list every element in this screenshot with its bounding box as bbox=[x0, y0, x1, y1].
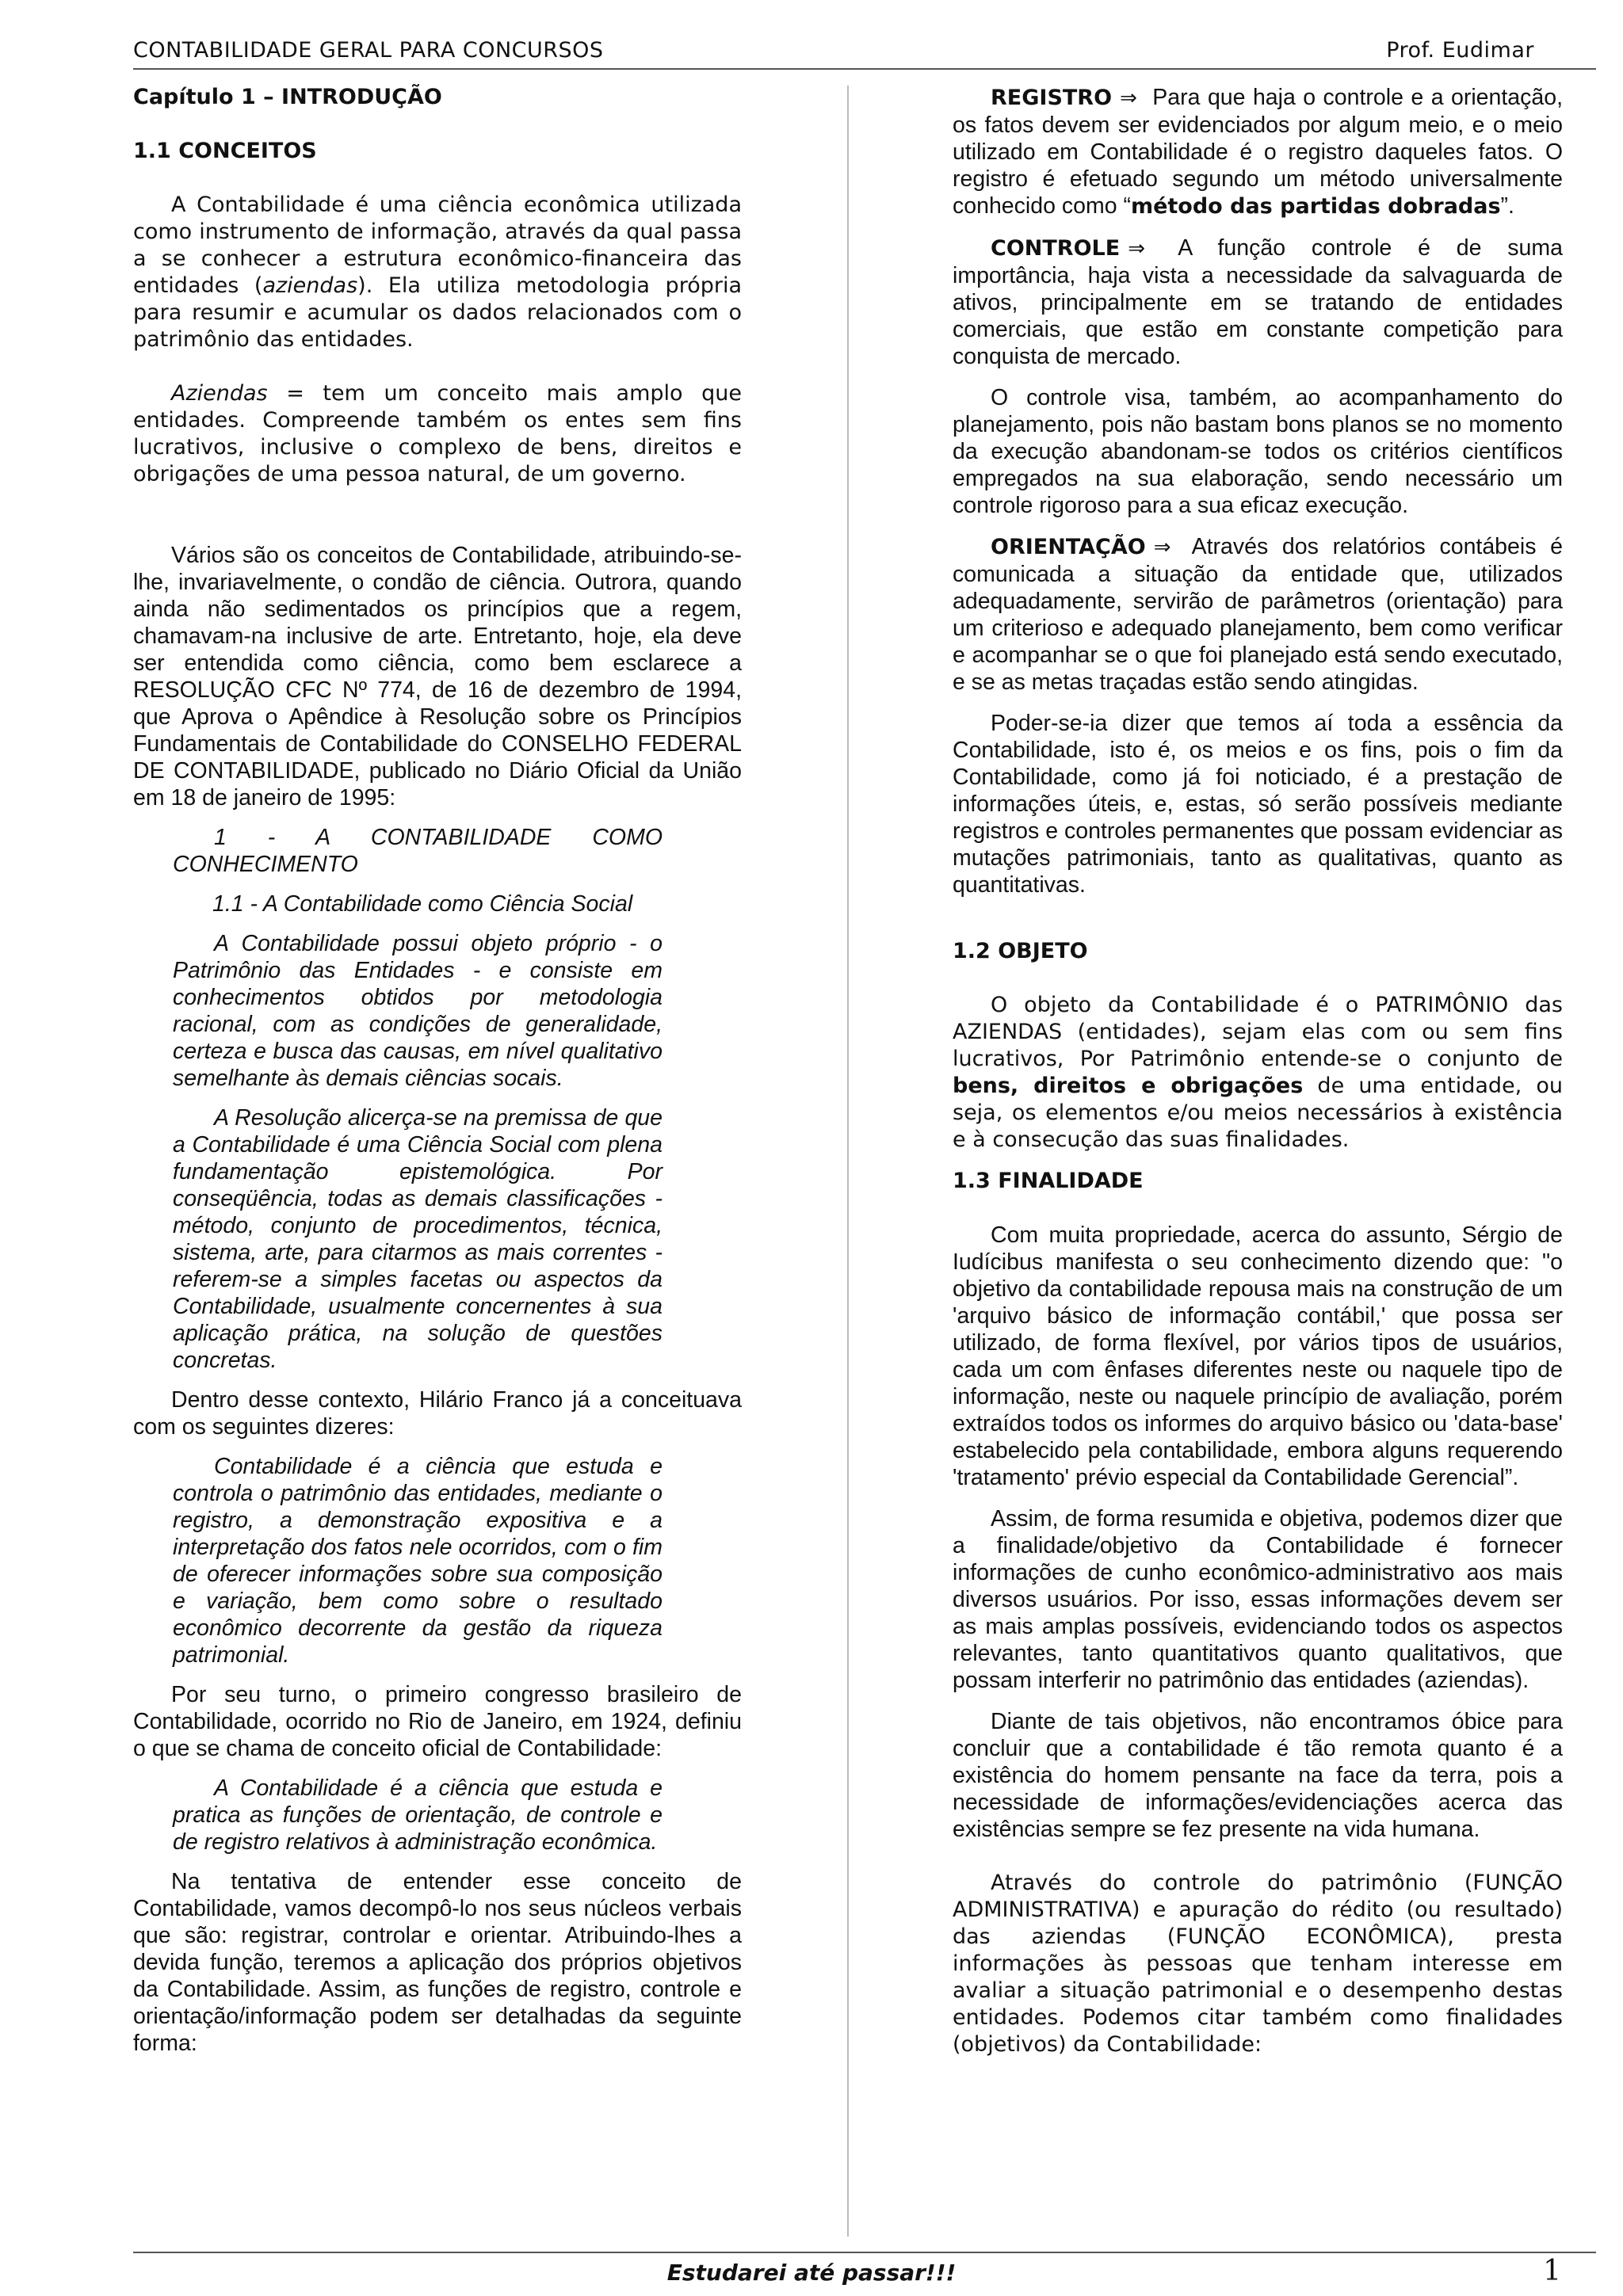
right-column bbox=[953, 84, 1563, 2058]
text-run: ). Ela utiliza metodologia própria para resumir e acumular os dados relacionados com o patrimônio das entidades. bbox=[133, 273, 743, 352]
emphasis-text: aziendas bbox=[262, 273, 358, 298]
quote-subtitle: 1.1 - A Contabilidade como Ciência Social bbox=[212, 891, 633, 917]
page-number: 1 bbox=[1543, 2255, 1561, 2287]
paragraph-objetivos: Diante de tais objetivos, não encontramos óbice para concluir que a contabilidade é tão remota quanto é a existência do homem pensante na face da terra, pois a necessidade de informações/evidenciações acerca das existências sempre se fez presente na vida humana. bbox=[953, 1709, 1563, 1842]
bold-text: método das partidas dobradas bbox=[1130, 194, 1501, 219]
text-run: O objeto da Contabilidade é o PATRIMÔNIO das AZIENDAS (entidades), sejam elas com ou sem fins lucrativos, Por Patrimônio entende-se o conjunto de bbox=[953, 993, 1563, 1071]
text-run: A Contabilidade é uma ciência econômica utilizada como instrumento de informação, através da qual passa a se conhecer a estrutura econômico-financeira das entidades ( bbox=[133, 193, 742, 298]
quote-official-concept: A Contabilidade é a ciência que estuda e pratica as funções de orientação, de controle e de registro relativos à administração econômica. bbox=[173, 1775, 663, 1855]
paragraph-definition bbox=[133, 192, 742, 353]
text-run: ”. bbox=[1500, 193, 1514, 219]
quote-paragraph: A Resolução alicerça-se na premissa de que a Contabilidade é uma Ciência Social com plena fundamentação epistemológica. Por conseqüência, todas as demais classificações - método, conjunto de procedimentos, técnica, sistema, arte, para citarmos as mais correntes - referem-se a simples facetas ou aspectos da Contabilidade, usualmente concernentes à sua aplicação prática, na solução de questões concretas. bbox=[173, 1105, 663, 1373]
column-divider bbox=[847, 86, 849, 2237]
footer-rule bbox=[133, 2252, 1596, 2253]
paragraph-objeto bbox=[953, 992, 1563, 1154]
paragraph-registro bbox=[953, 84, 1563, 220]
term-orientacao: ORIENTAÇÃO bbox=[991, 535, 1146, 559]
paragraph-funcoes: Através do controle do patrimônio (FUNÇÃO ADMINISTRATIVA) e apuração do rédito (ou resultado) das aziendas (FUNÇÃO ECONÔMICA), presta informações às pessoas que tenham interesse em avaliar a situação patrimonial e o desempenho destas entidades. Podemos citar também como finalidades (objetivos) da Contabilidade: bbox=[953, 1871, 1563, 2057]
header-rule bbox=[133, 68, 1596, 70]
paragraph-controle-2: O controle visa, também, ao acompanhamento do planejamento, pois não bastam bons planos se no momento da execução abandonam-se todos os critérios científicos empregados na sua elaboração, sendo necessário um controle rigoroso para a sua eficaz execução. bbox=[953, 385, 1563, 518]
left-column bbox=[133, 84, 742, 2057]
paragraph-essencia: Poder-se-ia dizer que temos aí toda a essência da Contabilidade, isto é, os meios e os fins, pois o fim da Contabilidade, como já foi noticiado, é a prestação de informações úteis, e, estas, só serão possíveis mediante registros e controles permanentes que possam evidenciar as mutações patrimoniais, tanto as qualitativas, quanto as quantitativas. bbox=[953, 711, 1563, 898]
paragraph-verbal-cores: Na tentativa de entender esse conceito de Contabilidade, vamos decompô-lo nos seus núcleos verbais que são: registrar, controlar e orientar. Atribuindo-lhes a devida função, teremos a aplicação dos próprios objetivos da Contabilidade. Assim, as funções de registro, controle e orientação/informação podem ser detalhadas da seguinte forma: bbox=[133, 1869, 742, 2056]
text-run: Através dos relatórios contábeis é comunicada a situação da entidade que, utilizados adequadamente, servirão de parâmetros (orientação) para um criterioso e adequado planejamento, bem como verificar e acompanhar se o que foi planejado está sendo executado, e se as metas traçadas estão sendo atingidas. bbox=[953, 534, 1563, 695]
arrow-icon: ⇒ bbox=[1153, 536, 1171, 559]
text-run: A função controle é de suma importância, haja vista a necessidade da salvaguarda de ativos, principalmente em se tratando de entidades comerciais, que estão em constante competição para conquista de mercado. bbox=[953, 235, 1563, 369]
arrow-icon: ⇒ bbox=[1120, 86, 1137, 110]
chapter-title: Capítulo 1 – INTRODUÇÃO bbox=[133, 85, 442, 109]
section-heading-1-1: 1.1 CONCEITOS bbox=[133, 139, 317, 163]
paragraph-iudicibus: Com muita propriedade, acerca do assunto, Sérgio de Iudícibus manifesta o seu conhecimento dizendo que: "o objetivo da contabilidade repousa mais na construção de um 'arquivo básico de informação contábil,' que possa ser utilizado, de forma flexível, por vários tipos de usuários, cada um com ênfases diferentes neste ou naquele tipo de informação, neste ou naquele princípio de avaliação, porém extraídos todos os informes do arquivo básico ou 'data-base' estabelecido pela contabilidade, embora alguns requerendo 'tratamento' prévio especial da Contabilidade Gerencial”. bbox=[953, 1222, 1563, 1490]
term-registro: REGISTRO bbox=[991, 86, 1113, 110]
paragraph-controle bbox=[953, 235, 1563, 370]
header-title: CONTABILIDADE GERAL PARA CONCURSOS bbox=[133, 38, 604, 63]
section-heading-1-2: 1.2 OBJETO bbox=[953, 939, 1088, 963]
header-author: Prof. Eudimar bbox=[1386, 38, 1534, 63]
term-controle: CONTROLE bbox=[991, 236, 1121, 261]
quote-title: 1 - A CONTABILIDADE COMO CONHECIMENTO bbox=[173, 825, 663, 877]
quote-hilario-franco: Contabilidade é a ciência que estuda e controla o patrimônio das entidades, mediante o registro, a demonstração expositiva e a interpretação dos fatos nele ocorridos, com o fim de oferecer informações sobre sua composição e variação, bem como sobre o resultado econômico decorrente da gestão da riqueza patrimonial. bbox=[173, 1454, 663, 1668]
section-heading-1-3: 1.3 FINALIDADE bbox=[953, 1169, 1144, 1193]
paragraph-orientacao bbox=[953, 533, 1563, 696]
bold-text: bens, direitos e obrigações bbox=[953, 1074, 1304, 1098]
paragraph-aziendas bbox=[133, 380, 742, 488]
text-run: de uma entidade, ou seja, os elementos e/ou meios necessários à existência e à consecução das suas finalidades. bbox=[953, 1074, 1564, 1152]
text-run: Para que haja o controle e a orientação, os fatos devem ser evidenciados por algum meio, e o meio utilizado em Contabilidade é o registro daqueles fatos. O registro é efetuado segundo um método universalmente conhecido como “ bbox=[953, 85, 1563, 219]
paragraph-concepts: Vários são os conceitos de Contabilidade, atribuindo-se-lhe, invariavelmente, o condão de ciência. Outrora, quando ainda não sedimentados os princípios que a regem, chamavam-na inclusive de arte. Entretanto, hoje, ela deve ser entendida como ciência, como bem esclarece a RESOLUÇÃO CFC Nº 774, de 16 de dezembro de 1994, que Aprova o Apêndice à Resolução sobre os Princípios Fundamentais de Contabilidade do CONSELHO FEDERAL DE CONTABILIDADE, publicado no Diário Oficial da União em 18 de janeiro de 1995: bbox=[133, 543, 742, 810]
text-run: = tem um conceito mais amplo que entidades. Compreende também os entes sem fins lucrativos, inclusive o complexo de bens, direitos e obrigações de uma pessoa natural, de um governo. bbox=[133, 381, 742, 486]
emphasis-text: Aziendas bbox=[171, 381, 268, 406]
footer-motto: Estudarei até passar!!! bbox=[666, 2260, 957, 2286]
paragraph-hilario-franco: Dentro desse contexto, Hilário Franco já a conceituava com os seguintes dizeres: bbox=[133, 1387, 742, 1440]
arrow-icon: ⇒ bbox=[1128, 237, 1145, 261]
paragraph-finalidade: Assim, de forma resumida e objetiva, podemos dizer que a finalidade/objetivo da Contabilidade é fornecer informações de cunho econômico-administrativo aos mais diversos usuários. Por isso, essas informações devem ser as mais amplas possíveis, evidenciando todos os aspectos relevantes, tanto quantitativos quanto qualitativos, que possam interferir no patrimônio das entidades (aziendas). bbox=[953, 1506, 1563, 1693]
page-header bbox=[133, 38, 1591, 67]
quote-paragraph: A Contabilidade possui objeto próprio - o Patrimônio das Entidades - e consiste em conhecimentos obtidos por metodologia racional, com as condições de generalidade, certeza e busca das causas, em nível qualitativo semelhante às demais ciências socais. bbox=[173, 931, 663, 1091]
paragraph-congress: Por seu turno, o primeiro congresso brasileiro de Contabilidade, ocorrido no Rio de Janeiro, em 1924, definiu o que se chama de conceito oficial de Contabilidade: bbox=[133, 1682, 742, 1761]
